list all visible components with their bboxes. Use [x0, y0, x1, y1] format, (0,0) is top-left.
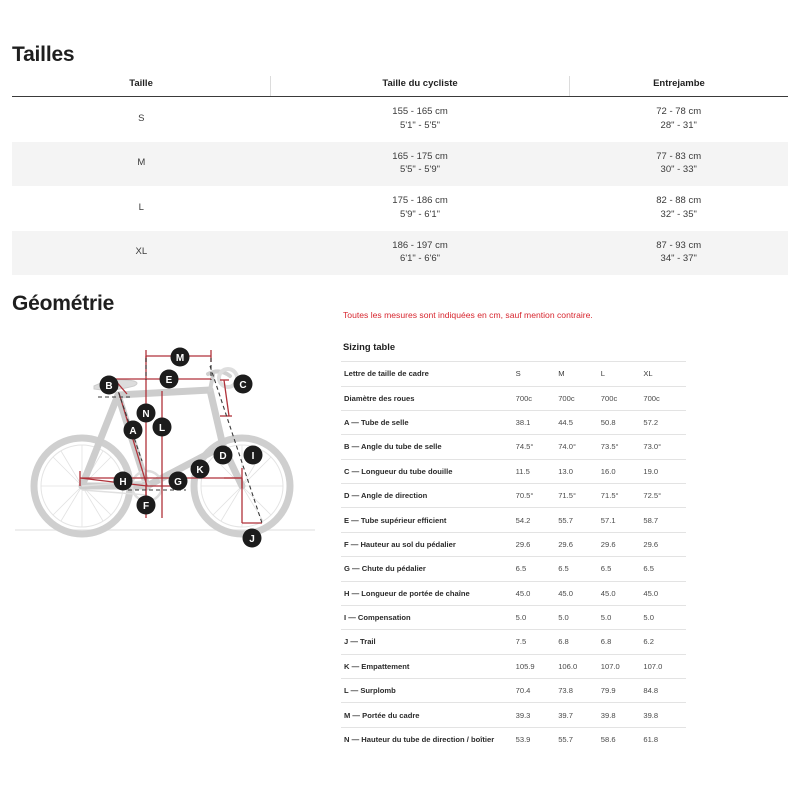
cell-size: L	[138, 201, 144, 213]
rider-height-cm: 155 - 165 cm	[392, 106, 448, 117]
geo-value-xl: 107.0	[643, 661, 663, 671]
callout-L	[153, 418, 172, 437]
table-row	[341, 727, 686, 751]
geo-row-label: D — Angle de direction	[344, 491, 428, 501]
geometry-header-row	[341, 362, 686, 386]
svg-text:C: C	[239, 379, 247, 391]
table-row	[341, 410, 686, 434]
geo-value-m: 6.5	[558, 564, 569, 574]
inseam-in: 32" - 35"	[660, 208, 697, 220]
geo-value-xl: 19.0	[643, 466, 659, 476]
geo-row-label: M — Portée du cadre	[344, 710, 420, 720]
sizes-header-inseam: Entrejambe	[569, 76, 788, 97]
bicycle-geometry-diagram	[10, 338, 320, 563]
geo-value-s: 45.0	[515, 588, 531, 598]
geo-value-s: 74.5°	[515, 442, 534, 452]
geo-row-label: J — Trail	[344, 637, 376, 647]
callout-E	[160, 370, 179, 389]
geo-value-xl: 45.0	[643, 588, 659, 598]
geo-col-header-l: L	[600, 369, 606, 379]
geo-col-header-s: S	[515, 369, 521, 379]
svg-text:K: K	[196, 464, 204, 476]
svg-text:H: H	[119, 476, 127, 488]
cell-rider-height	[271, 186, 570, 231]
geo-value-xl: 6.2	[643, 637, 654, 647]
geo-row-label: N — Hauteur du tube de direction / boîtier	[344, 734, 495, 744]
table-row	[341, 654, 686, 678]
geo-value-l: 58.6	[600, 734, 616, 744]
callout-C	[234, 375, 253, 394]
geo-value-l: 700c	[600, 393, 618, 403]
geo-row-label: L — Surplomb	[344, 686, 396, 696]
page-title-geometrie: Géométrie	[12, 292, 115, 315]
geo-value-s: 70.5°	[515, 491, 534, 501]
geo-value-m: 55.7	[558, 734, 573, 744]
geo-value-m: 39.7	[558, 710, 573, 720]
sizes-table-container	[12, 76, 788, 275]
geo-value-m: 55.7	[558, 515, 573, 525]
callout-K	[191, 460, 210, 479]
rider-height-cm: 186 - 197 cm	[392, 239, 448, 251]
geo-value-l: 6.8	[600, 637, 612, 647]
rider-height-cm: 175 - 186 cm	[392, 195, 448, 207]
geo-value-xl: 84.8	[643, 686, 659, 696]
svg-text:G: G	[174, 476, 182, 488]
geo-value-s: 6.5	[515, 564, 527, 574]
svg-text:L: L	[158, 422, 166, 434]
table-row	[341, 703, 686, 727]
geo-value-xl: 57.2	[643, 418, 659, 428]
svg-text:A: A	[129, 425, 137, 437]
geo-value-s: 29.6	[515, 539, 531, 549]
geo-row-label: C — Longueur du tube douille	[344, 466, 453, 476]
table-row	[341, 484, 686, 508]
geo-value-l: 50.8	[600, 418, 616, 428]
sizes-header-row	[12, 76, 788, 97]
svg-text:N: N	[142, 408, 150, 420]
geo-value-m: 13.0	[558, 466, 573, 476]
geo-value-s: 39.3	[515, 710, 531, 720]
geo-value-l: 16.0	[600, 466, 616, 476]
geo-value-m: 45.0	[558, 588, 573, 598]
sizes-table	[12, 76, 788, 275]
table-row	[12, 186, 788, 231]
geo-value-l: 73.5°	[600, 442, 619, 452]
geometry-table-body	[341, 362, 686, 752]
sizes-header-taille: Taille	[12, 76, 271, 97]
inseam-in: 34" - 37"	[660, 253, 697, 265]
cell-rider-height	[271, 97, 570, 142]
rider-height-in: 5'9" - 6'1"	[400, 208, 440, 220]
rider-height-in: 5'5" - 5'9"	[400, 164, 440, 176]
geo-value-s: 105.9	[515, 661, 535, 671]
table-row	[12, 231, 788, 276]
sizes-table-body	[12, 97, 788, 276]
geo-value-m: 44.5	[558, 418, 573, 428]
cell-inseam	[569, 142, 788, 187]
inseam-cm: 77 - 83 cm	[656, 150, 702, 162]
geo-row-label: F — Hauteur au sol du pédalier	[344, 539, 456, 549]
geo-value-m: 5.0	[558, 613, 569, 623]
svg-text:M: M	[175, 352, 185, 364]
cell-size: XL	[12, 231, 271, 276]
geo-col-header-xl: XL	[643, 369, 653, 379]
svg-text:D: D	[219, 450, 227, 462]
table-row	[341, 581, 686, 605]
geo-value-l: 71.5°	[600, 491, 619, 501]
table-row	[341, 435, 686, 459]
geo-value-m: 6.8	[558, 637, 569, 647]
sizes-header-rider-height: Taille du cycliste	[271, 76, 570, 97]
geo-value-s: 5.0	[515, 613, 527, 623]
geo-value-xl: 73.0°	[643, 442, 662, 452]
table-row	[341, 605, 686, 629]
table-row	[341, 386, 686, 410]
geo-value-s: 700c	[515, 393, 533, 403]
cell-size: M	[12, 142, 271, 187]
geo-value-l: 6.5	[600, 564, 612, 574]
callout-I	[244, 446, 263, 465]
geo-value-l: 39.8	[600, 710, 616, 720]
callout-A	[124, 421, 143, 440]
table-row	[341, 557, 686, 581]
measure-units-note: Toutes les mesures sont indiquées en cm, sauf mention contraire.	[343, 310, 593, 320]
geo-col-header-m: M	[558, 369, 565, 379]
svg-text:J: J	[249, 533, 255, 545]
page-title-tailles: Tailles	[12, 43, 75, 66]
geometry-section	[0, 310, 800, 780]
geometry-table-container	[341, 310, 686, 751]
cell-inseam	[569, 231, 788, 276]
geometry-table	[341, 361, 686, 751]
geo-value-xl: 58.7	[643, 515, 659, 525]
table-row	[341, 532, 686, 556]
rider-height-in: 6'1" - 6'6"	[400, 253, 440, 265]
bike-silhouette	[15, 369, 315, 534]
callout-N	[137, 404, 156, 423]
geo-value-s: 70.4	[515, 686, 531, 696]
geo-row-label: B — Angle du tube de selle	[344, 442, 442, 452]
rider-height-cm: 165 - 175 cm	[392, 150, 448, 162]
geo-value-m: 106.0	[558, 661, 578, 671]
table-row	[341, 508, 686, 532]
geo-value-xl: 29.6	[643, 539, 659, 549]
geo-value-l: 45.0	[600, 588, 616, 598]
cell-inseam	[569, 97, 788, 142]
inseam-cm: 72 - 78 cm	[656, 106, 702, 117]
geo-row-label: I — Compensation	[344, 613, 411, 623]
geo-value-m: 74.0°	[558, 442, 577, 452]
table-row	[341, 679, 686, 703]
geo-row-label: A — Tube de selle	[344, 418, 409, 428]
callout-D	[214, 446, 233, 465]
geo-value-xl: 6.5	[643, 564, 654, 574]
geo-value-l: 29.6	[600, 539, 616, 549]
geo-value-s: 54.2	[515, 515, 531, 525]
inseam-in: 30" - 33"	[660, 164, 697, 176]
geo-value-s: 7.5	[515, 637, 527, 647]
svg-text:E: E	[165, 374, 173, 386]
geo-row-label: Diamètre des roues	[344, 393, 415, 403]
bicycle-diagram-svg	[10, 338, 320, 563]
cell-rider-height	[271, 142, 570, 187]
sizing-table-label: Sizing table	[343, 341, 396, 353]
geo-value-xl: 72.5°	[643, 491, 662, 501]
cell-inseam	[569, 186, 788, 231]
svg-text:B: B	[105, 380, 113, 392]
inseam-cm: 82 - 88 cm	[656, 195, 702, 207]
callout-M	[171, 348, 190, 367]
geo-value-l: 5.0	[600, 613, 612, 623]
geo-value-m: 71.5°	[558, 491, 577, 501]
geo-value-xl: 39.8	[643, 710, 659, 720]
callout-F	[137, 496, 156, 515]
geo-value-l: 79.9	[600, 686, 616, 696]
rider-height-in: 5'1" - 5'5"	[400, 119, 440, 131]
geo-row-label: H — Longueur de portée de chaîne	[344, 588, 470, 598]
geo-row-label: G — Chute du pédalier	[344, 564, 426, 574]
geo-value-m: 73.8	[558, 686, 573, 696]
geo-value-l: 107.0	[600, 661, 620, 671]
geo-row-label: E — Tube supérieur efficient	[344, 515, 447, 525]
svg-text:F: F	[142, 500, 150, 512]
geo-value-s: 11.5	[515, 466, 530, 476]
geo-value-xl: 5.0	[643, 613, 654, 623]
sizes-table-head	[12, 76, 788, 97]
geo-value-l: 57.1	[600, 515, 616, 525]
geo-value-s: 53.9	[515, 734, 531, 744]
geo-value-xl: 61.8	[643, 734, 659, 744]
geo-value-m: 700c	[558, 393, 575, 403]
cell-rider-height	[271, 231, 570, 276]
cell-size: S	[138, 112, 145, 124]
callout-H	[114, 472, 133, 491]
geo-row-label: K — Empattement	[344, 661, 410, 671]
table-row	[341, 459, 686, 483]
inseam-in: 28" - 31"	[660, 119, 697, 131]
geo-row-label: Lettre de taille de cadre	[344, 369, 429, 379]
table-row	[12, 142, 788, 187]
callout-G	[169, 472, 188, 491]
callout-J	[243, 529, 262, 548]
geo-value-xl: 700c	[643, 393, 660, 403]
svg-text:I: I	[251, 450, 255, 462]
inseam-cm: 87 - 93 cm	[656, 239, 702, 251]
diagram-callouts	[100, 348, 263, 548]
geo-value-s: 38.1	[515, 418, 531, 428]
table-row	[12, 97, 788, 142]
table-row	[341, 630, 686, 654]
callout-B	[100, 376, 119, 395]
geo-value-m: 29.6	[558, 539, 573, 549]
